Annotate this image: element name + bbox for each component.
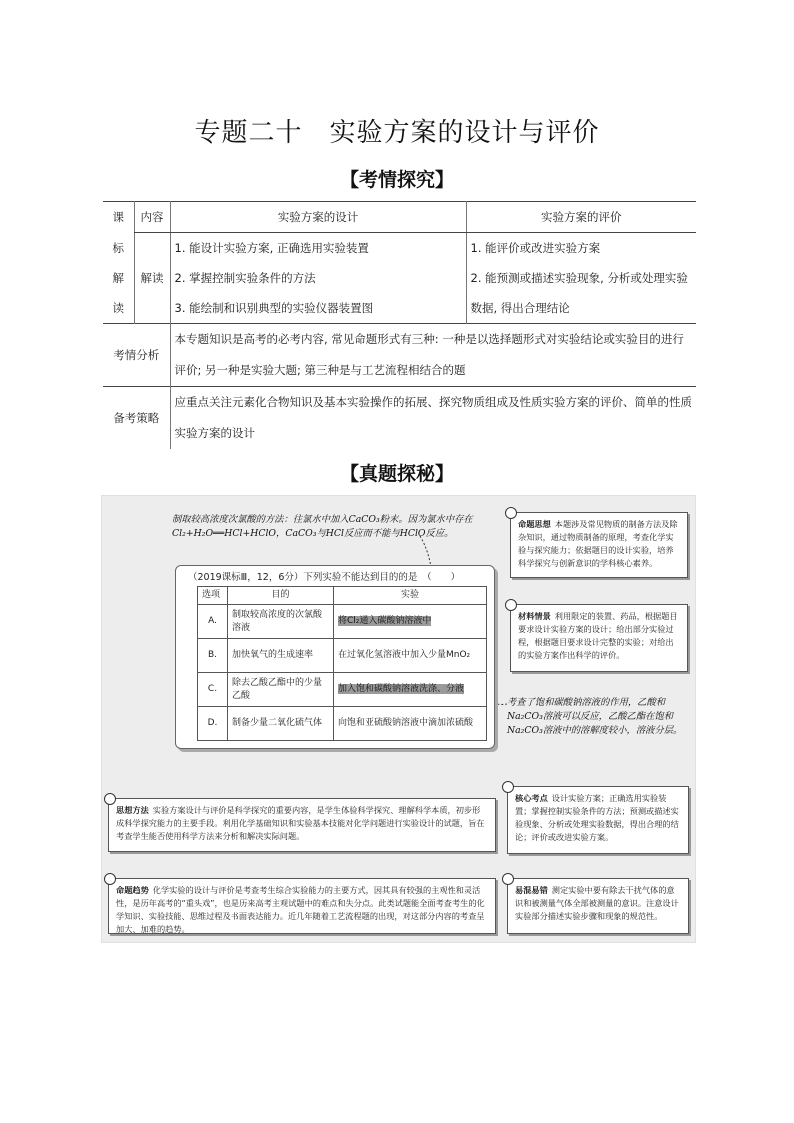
page-title: 专题二十 实验方案的设计与评价: [194, 118, 600, 148]
design-item: 3. 能绘制和识别典型的实验仪器装置图: [170, 293, 466, 324]
note-label: 命题趋势: [116, 885, 149, 895]
pin-icon: [502, 873, 514, 885]
option-experiment: 向饱和亚硫酸钠溶液中滴加浓硫酸: [334, 707, 487, 741]
note-hexin: [507, 786, 689, 854]
section-heading-kaoqing: 【考情探究】: [339, 169, 454, 191]
question-col-header: 选项: [198, 587, 228, 605]
design-item: 2. 掌握控制实验条件的方法: [170, 263, 466, 293]
option-goal: 加快氧气的生成速率: [228, 639, 334, 673]
kebiao-char: 读: [112, 301, 124, 315]
option-goal: 除去乙酸乙酯中的少量乙酸: [228, 673, 334, 707]
analysis-text: 本专题知识是高考的必考内容, 常见命题形式有三种: 一种是以选择题形式对实验结论或实验目的进行评价; 另一种是实验大题; 第三种是与工艺流程相结合的题: [174, 332, 684, 377]
note-label: 命题思想: [518, 519, 551, 529]
eval-item: 2. 能预测或描述实验现象, 分析或处理实验: [470, 271, 688, 285]
pin-icon: [104, 793, 116, 805]
note-label: 核心考点: [515, 793, 548, 803]
design-item: 1. 能设计实验方案, 正确选用实验装置: [170, 233, 466, 264]
annotation-top: 制取较高浓度次氯酸的方法：往氯水中加入CaCO₃粉末。因为氯水中存在Cl₂+H₂O══HCl+HClO，CaCO₃与HCl反应而不能与HClO反应。: [172, 514, 473, 539]
option-experiment-highlight: 加入饱和碳酸钠溶液洗涤、分液: [338, 684, 465, 694]
option-label: C.: [198, 673, 228, 707]
question-col-header: 实验: [334, 587, 487, 605]
neirong-header: 内容: [134, 202, 170, 233]
eval-header: 实验方案的评价: [466, 202, 696, 233]
option-label: D.: [198, 707, 228, 741]
note-yihun: [507, 878, 689, 934]
kebiao-char: 解: [112, 271, 124, 285]
option-label: B.: [198, 639, 228, 673]
exam-illustration: [101, 495, 696, 943]
question-col-header: 目的: [228, 587, 334, 605]
jiedu-label: 解读: [134, 233, 170, 324]
note-qushi: [108, 878, 496, 934]
option-goal: 制取较高浓度的次氯酸溶液: [228, 605, 334, 639]
kebiao-char: 标: [112, 240, 124, 255]
pin-icon: [502, 781, 514, 793]
note-text: 化学实验的设计与评价是考查考生综合实验能力的主要方式，因其具有较强的主观性和灵活性，是历年高考的“重头戏”，也是历来高考主观试题中的难点和失分点。此类试题能全面考查考生的化学知识、实验技能、思维过程及书面表达能力。近几年随着工艺流程题的出现，对这部分内容的考查呈加大、加难的趋势。: [116, 885, 485, 934]
pin-icon: [505, 599, 517, 611]
note-text: 实验方案设计与评价是科学探究的重要内容，是学生体验科学探究、理解科学本质，初步形成科学探究能力的主要手段。利用化学基础知识和实验基本技能对化学问题进行实验设计的试题，旨在考查学生能否使用科学方法来分析和解决实际问题。: [116, 805, 485, 841]
note-label: 材料情景: [518, 611, 551, 621]
section-heading-zhenti: 【真题探秘】: [339, 463, 454, 485]
pin-icon: [104, 873, 116, 885]
kaoqing-table: [103, 201, 696, 449]
note-siwei: [108, 798, 496, 852]
note-label: 易混易错: [515, 885, 548, 895]
strategy-label: 备考策略: [103, 387, 170, 450]
kebiao-char: 课: [112, 210, 124, 225]
option-goal: 制备少量二氧化硫气体: [228, 707, 334, 741]
question-stem: （2019课标Ⅲ，12，6分）下列实验不能达到目的的是 （ ）: [188, 572, 461, 583]
note-text: 利用限定的装置、药品，根据题目要求设计实验方案的设计；给出部分实验过程，根据题目要求设计完整的实验；对给出的实验方案作出科学的评价。: [518, 611, 678, 660]
eval-item: 数据, 得出合理结论: [470, 301, 570, 315]
question-table: [197, 586, 487, 741]
option-label: A.: [198, 605, 228, 639]
analysis-label: 考情分析: [103, 324, 170, 387]
note-text: 测定实验中要有除去干扰气体的意识和被测量气体全部被测量的意识。注意设计实验部分描述实验步骤和现象的规范性。: [515, 885, 679, 921]
pin-icon: [505, 507, 517, 519]
option-experiment: 在过氧化氢溶液中加入少量MnO₂: [334, 639, 487, 673]
design-header: 实验方案的设计: [170, 202, 466, 233]
note-label: 思想方法: [116, 805, 149, 815]
note-text: 设计实验方案；正确选用实验装置；掌握控制实验条件的方法；预测或描述实验现象、分析或处理实验数据，得出合理的结论；评价或改进实验方案。: [515, 793, 679, 842]
strategy-text: 应重点关注元素化合物知识及基本实验操作的拓展、探究物质组成及性质实验方案的评价、简单的性质实验方案的设计: [174, 395, 692, 440]
question-card: [175, 565, 495, 749]
note-text: 本题涉及常见物质的制备方法及除杂知识，通过物质制备的原理，考查化学实验与探究能力；依据题目的设计实验，培养科学探究与创新意识的学科核心素养。: [518, 519, 678, 568]
annotation-right: 考查了饱和碳酸钠溶液的作用，乙酸和Na₂CO₃溶液可以反应，乙酸乙酯在饱和Na₂CO₃溶液中的溶解度较小，溶液分层。: [507, 697, 683, 736]
note-cailiao: [510, 604, 688, 672]
option-experiment-highlight: 将Cl₂通入碳酸钠溶液中: [338, 616, 432, 626]
eval-item: 1. 能评价或改进实验方案: [470, 241, 601, 255]
note-mingti-sixiang: [510, 512, 688, 578]
